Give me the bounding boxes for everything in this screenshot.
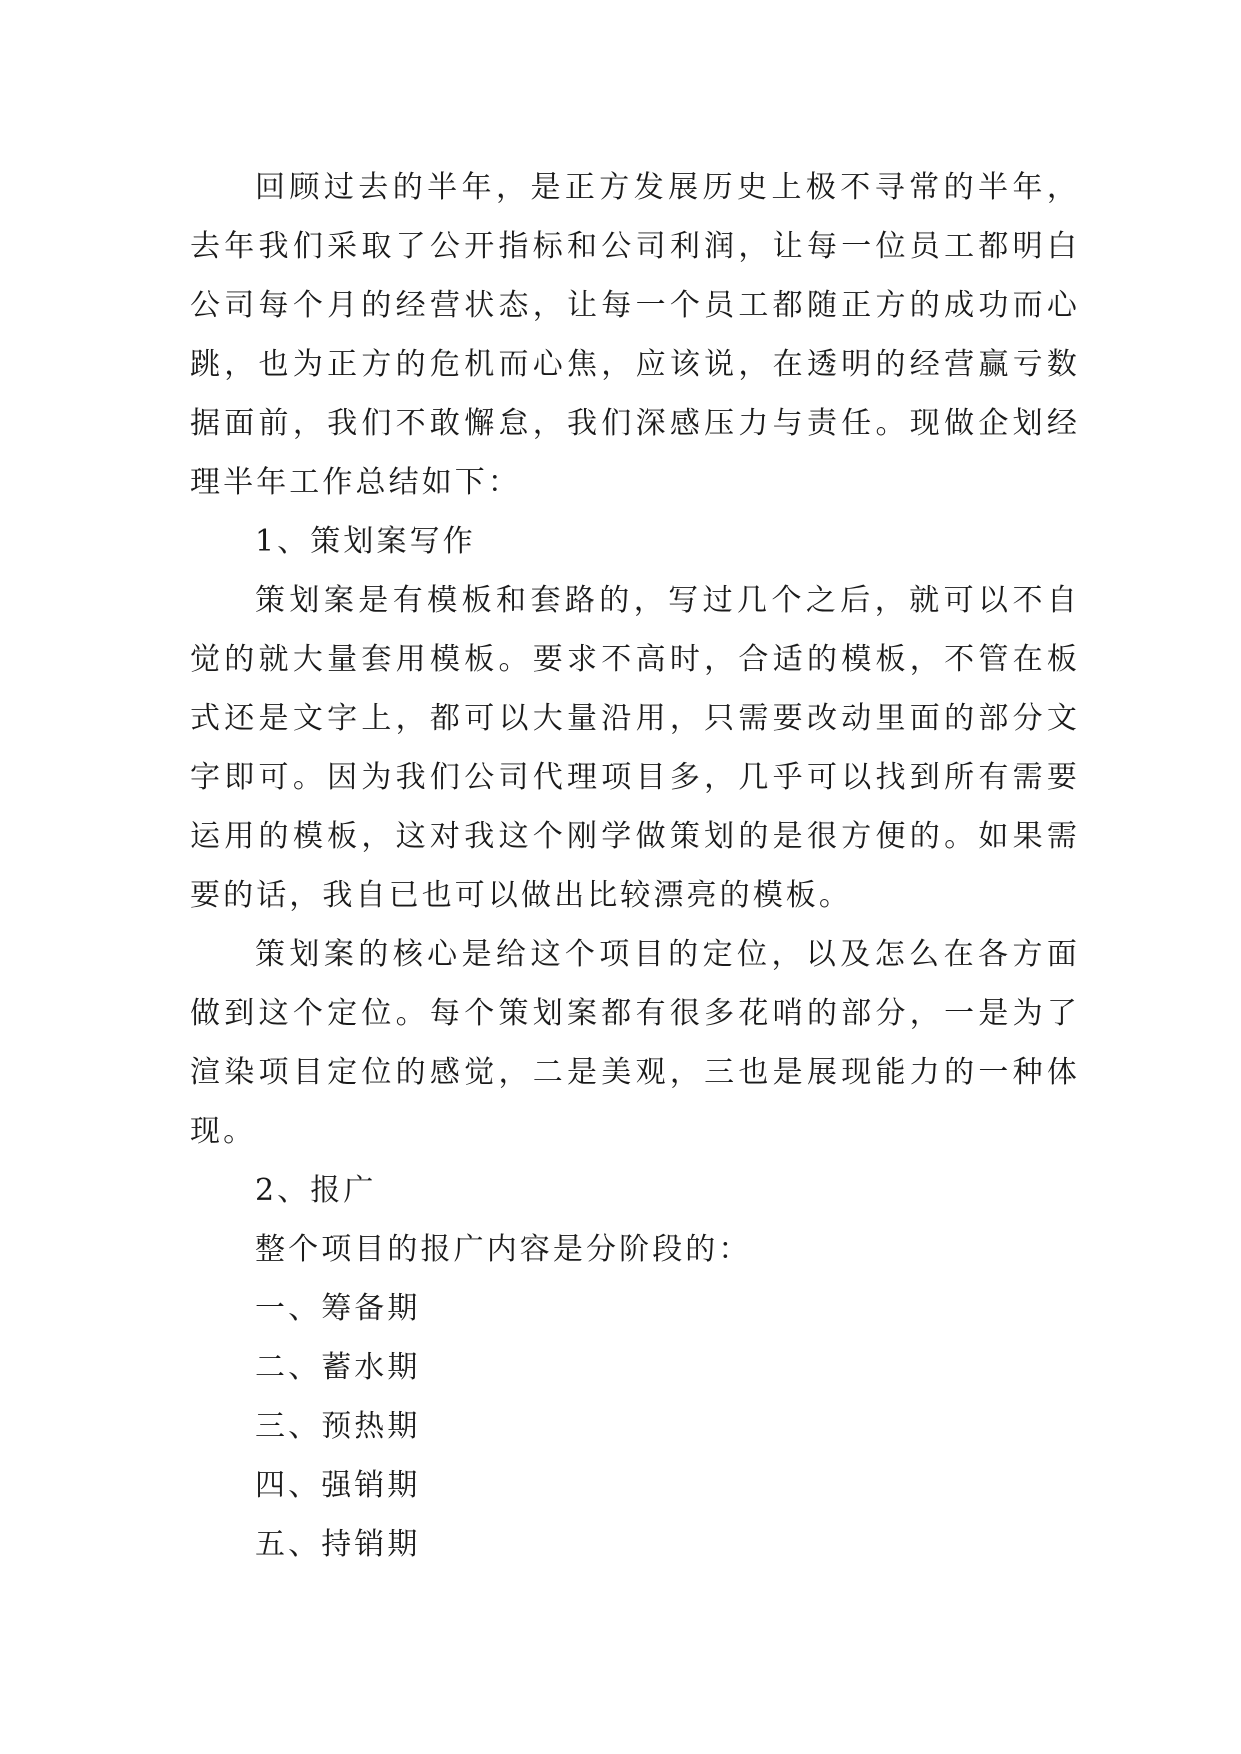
phase-item: 一、筹备期 <box>255 1291 421 1326</box>
proposal-template-paragraph: 策划案是有模板和套路的，写过几个之后，就可以不自觉的就大量套用模板。要求不高时，合适的模板，不管在板式还是文字上，都可以大量沿用，只需要改动里面的部分文字即可。因为我们公司代理项目多，几乎可以找到所有需要运用的模板，这对我这个刚学做策划的是很方便的。如果需要的话，我自已也可以做出比较漂亮的模板。 <box>190 583 1080 913</box>
phase-item: 二、蓄水期 <box>255 1350 421 1385</box>
section-heading-newspaper-ads: 2、报广 <box>255 1173 377 1208</box>
section-heading-proposal-writing: 1、策划案写作 <box>255 524 476 559</box>
phase-item: 三、预热期 <box>255 1409 421 1444</box>
intro-paragraph: 回顾过去的半年，是正方发展历史上极不寻常的半年，去年我们采取了公开指标和公司利润，让每一位员工都明白公司每个月的经营状态，让每一个员工都随正方的成功而心跳，也为正方的危机而心焦，应该说，在透明的经营赢亏数据面前，我们不敢懈怠，我们深感压力与责任。现做企划经理半年工作总结如下： <box>190 170 1080 500</box>
phase-item: 四、强销期 <box>255 1468 421 1503</box>
ads-phases-intro: 整个项目的报广内容是分阶段的： <box>255 1232 752 1267</box>
document-body <box>190 158 1080 1574</box>
proposal-core-paragraph: 策划案的核心是给这个项目的定位，以及怎么在各方面做到这个定位。每个策划案都有很多花哨的部分，一是为了渲染项目定位的感觉，二是美观，三也是展现能力的一种体现。 <box>190 937 1080 1149</box>
phase-item: 五、持销期 <box>255 1527 421 1562</box>
